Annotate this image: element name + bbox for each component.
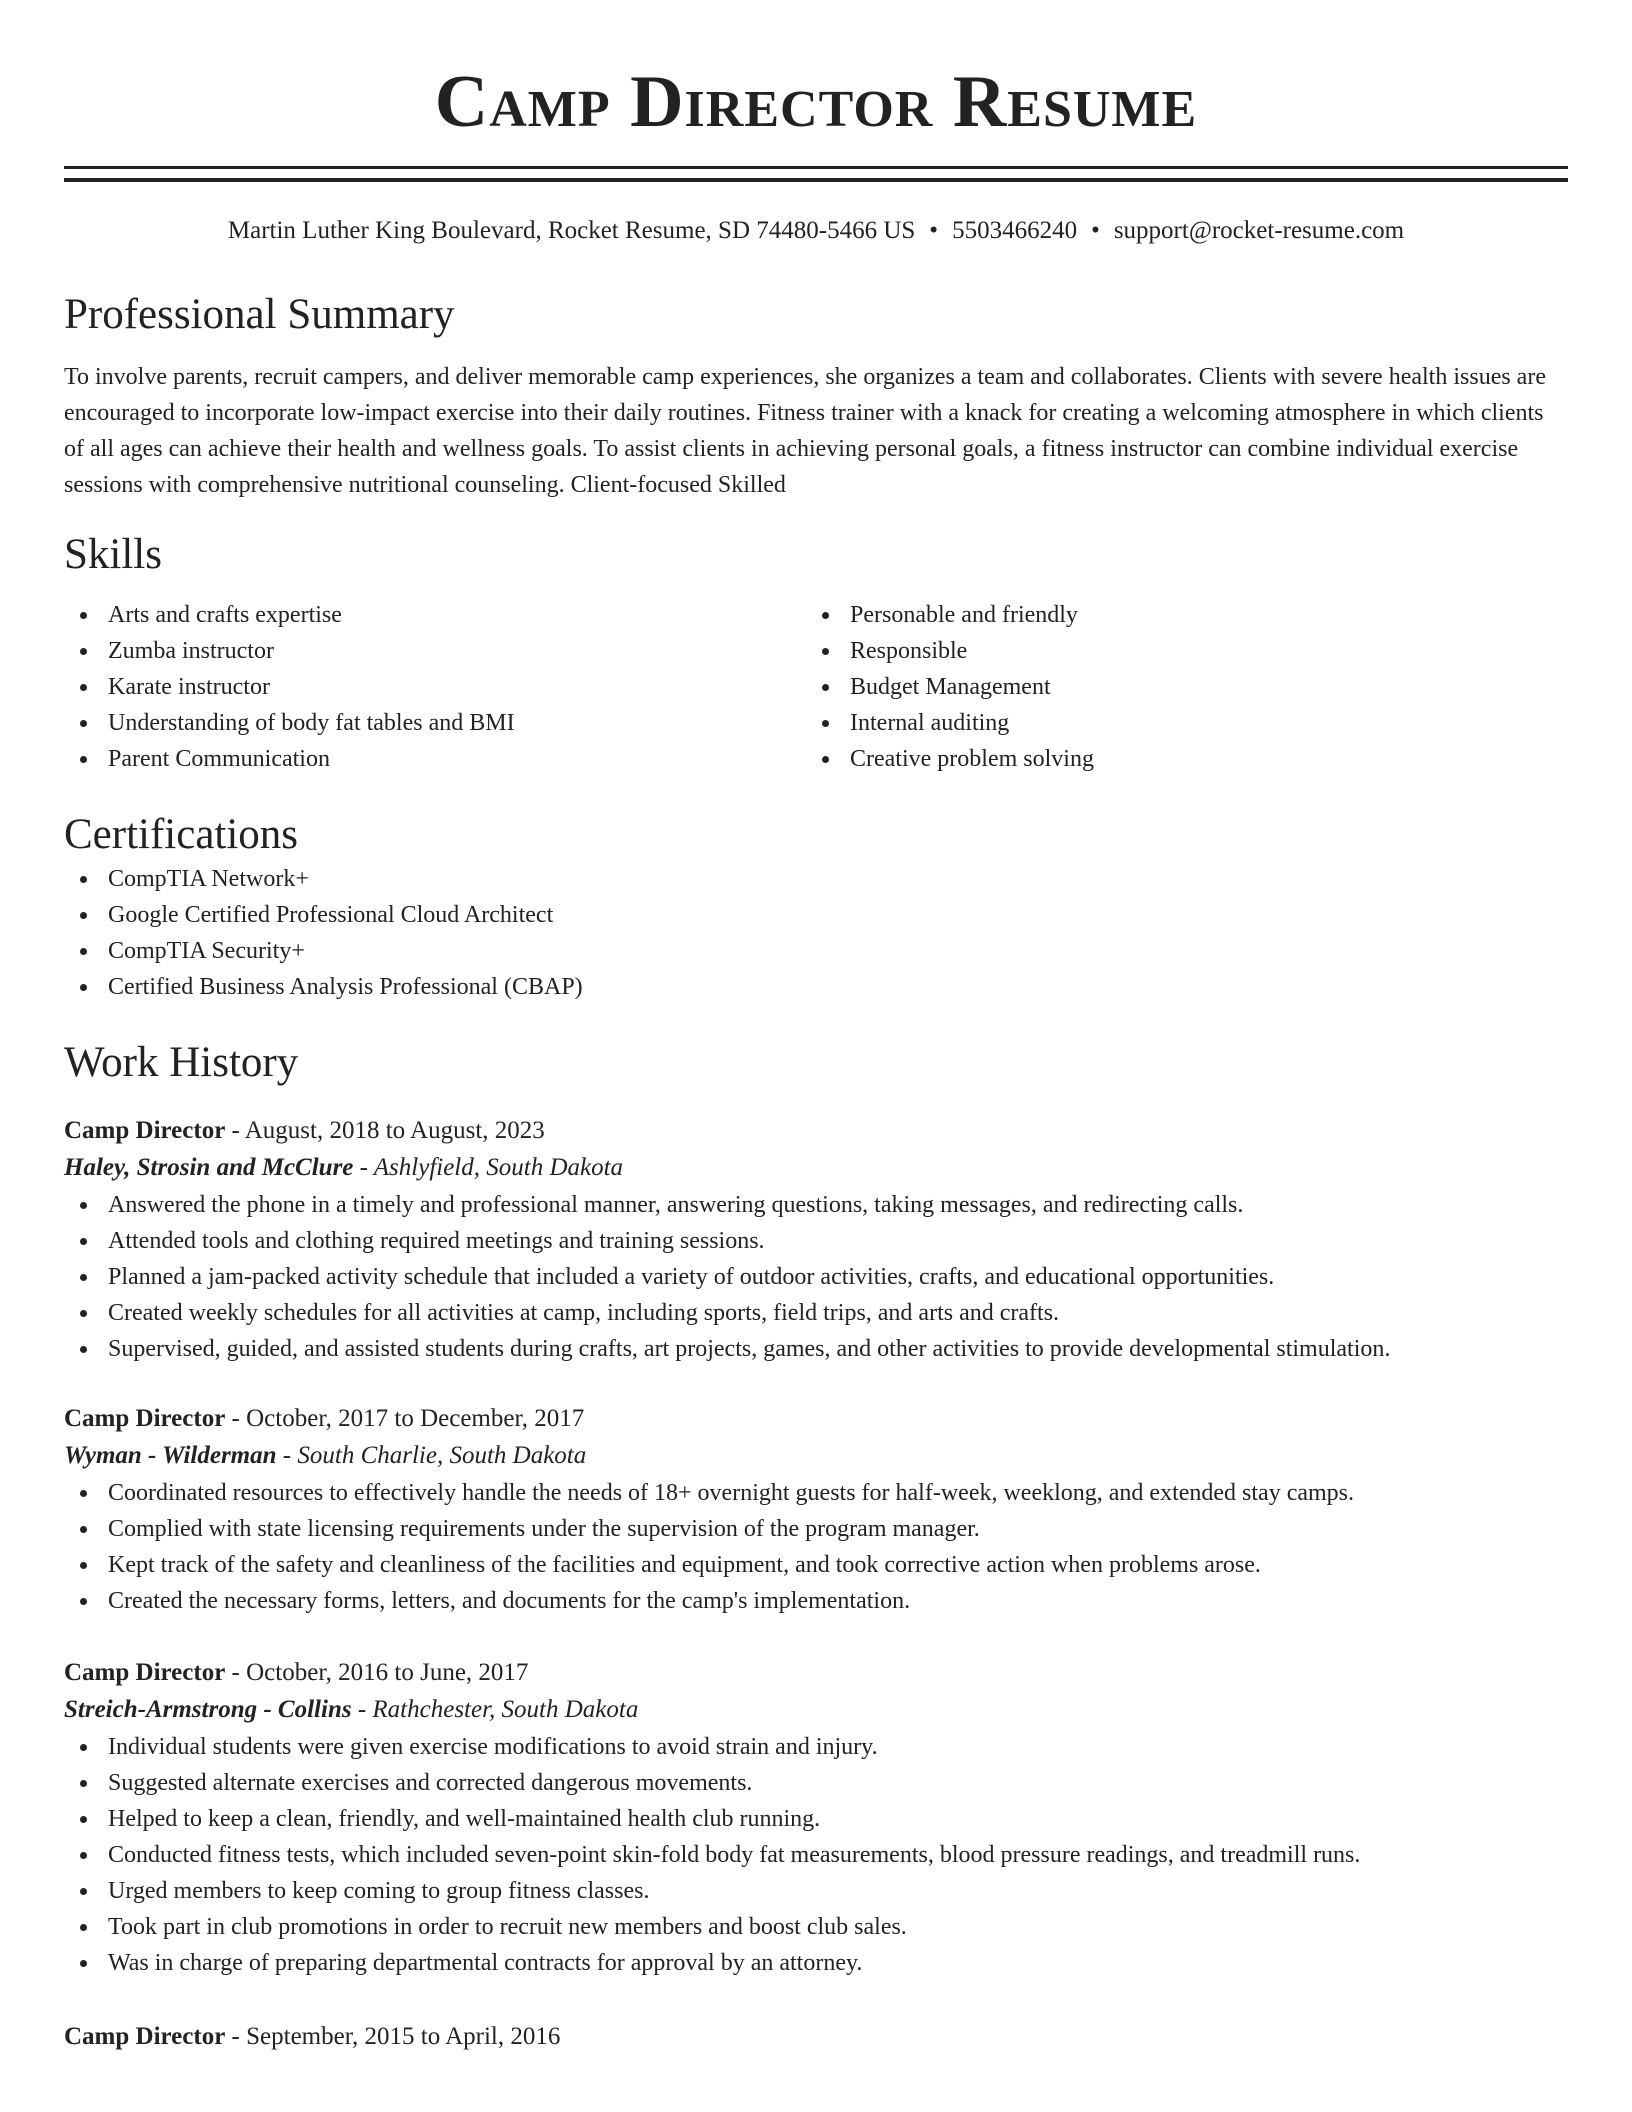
job-duty: Complied with state licensing requirements under the supervision of the program manager.: [64, 1511, 1568, 1547]
skills-right-list: [806, 597, 1548, 777]
job-duty: Created weekly schedules for all activities at camp, including sports, field trips, and arts and crafts.: [64, 1295, 1568, 1331]
job-location: Rathchester, South Dakota: [372, 1696, 639, 1723]
job-role: Camp Director: [64, 1117, 226, 1144]
contact-line: [64, 215, 1568, 247]
job-duty: Attended tools and clothing required meetings and training sessions.: [64, 1223, 1568, 1259]
job-dates: September, 2015 to April, 2016: [246, 2023, 561, 2050]
job-location: South Charlie, South Dakota: [297, 1442, 587, 1469]
certification-item: CompTIA Security+: [64, 933, 1568, 969]
job-duty: Was in charge of preparing departmental contracts for approval by an attorney.: [64, 1945, 1568, 1981]
job-company: Streich-Armstrong - Collins: [64, 1696, 352, 1723]
contact-separator: •: [1091, 217, 1100, 244]
job-dash: -: [353, 1154, 374, 1181]
job-dates: October, 2017 to December, 2017: [246, 1405, 585, 1432]
skill-item: Personable and friendly: [806, 597, 1548, 633]
job-duty: Conducted fitness tests, which included seven-point skin-fold body fat measurements, blood pressure readings, and treadmill runs.: [64, 1837, 1568, 1873]
job-title-line: [64, 1401, 1568, 1437]
certification-item: Certified Business Analysis Professional (CBAP): [64, 969, 1568, 1005]
job-duty: Helped to keep a clean, friendly, and well-maintained health club running.: [64, 1801, 1568, 1837]
job-duty: Answered the phone in a timely and professional manner, answering questions, taking messages, and redirecting calls.: [64, 1187, 1568, 1223]
job-title-line: [64, 1655, 1568, 1691]
certification-item: Google Certified Professional Cloud Architect: [64, 897, 1568, 933]
job-dash: -: [225, 1117, 245, 1144]
skill-item: Internal auditing: [806, 705, 1548, 741]
job-duties-list: [64, 1187, 1568, 1367]
job-duty: Kept track of the safety and cleanliness of the facilities and equipment, and took corrective action when problems arose.: [64, 1547, 1568, 1583]
job-dash: -: [351, 1696, 373, 1723]
contact-email[interactable]: support@rocket-resume.com: [1113, 217, 1405, 244]
job-title-line: [64, 1113, 1568, 1149]
skill-item: Parent Communication: [64, 741, 806, 777]
job-company-line: [64, 1437, 1568, 1475]
job-role: Camp Director: [64, 1405, 226, 1432]
job-duty: Supervised, guided, and assisted students during crafts, art projects, games, and other activities to provide developmental stimulation.: [64, 1331, 1568, 1367]
job-duties-list: [64, 1475, 1568, 1619]
summary-heading: Professional Summary: [64, 291, 455, 338]
certifications-heading: Certifications: [64, 811, 299, 858]
job-role: Camp Director: [64, 1659, 226, 1686]
job-duty: Suggested alternate exercises and corrected dangerous movements.: [64, 1765, 1568, 1801]
skill-item: Arts and crafts expertise: [64, 597, 806, 633]
job-duty: Urged members to keep coming to group fitness classes.: [64, 1873, 1568, 1909]
skills-heading: Skills: [64, 531, 162, 578]
job-dates: October, 2016 to June, 2017: [246, 1659, 529, 1686]
certifications-list: [64, 861, 1568, 1005]
contact-phone: 5503466240: [952, 217, 1078, 244]
job-dash: -: [225, 2023, 247, 2050]
job-company: Wyman - Wilderman: [64, 1442, 277, 1469]
job-entry: [64, 2019, 1568, 2055]
job-entry: [64, 1655, 1568, 1981]
contact-separator: •: [929, 217, 939, 244]
job-location: Ashlyfield, South Dakota: [373, 1154, 624, 1181]
job-duty: Coordinated resources to effectively handle the needs of 18+ overnight guests for half-week, weeklong, and extended stay camps.: [64, 1475, 1568, 1511]
skill-item: Responsible: [806, 633, 1548, 669]
job-duty: Planned a jam-packed activity schedule that included a variety of outdoor activities, crafts, and educational opportunities.: [64, 1259, 1568, 1295]
job-duty: Created the necessary forms, letters, and documents for the camp's implementation.: [64, 1583, 1568, 1619]
job-dates: August, 2018 to August, 2023: [244, 1117, 545, 1144]
resume-content: [64, 0, 1568, 2055]
job-dash: -: [225, 1659, 247, 1686]
page-title: Camp Director Resume: [434, 61, 1198, 143]
skills-left-column: [64, 597, 806, 777]
job-duties-list: [64, 1729, 1568, 1981]
summary-text: To involve parents, recruit campers, and deliver memorable camp experiences, she organizes a team and collaborates. Clients with severe health issues are encouraged to incorporate low-impact exercise into their daily routines. Fitness trainer with a knack for creating a welcoming atmosphere in which clients of all ages can achieve their health and wellness goals. To assist clients in achieving personal goals, a fitness instructor can combine individual exercise sessions with comprehensive nutritional counseling. Client-focused Skilled: [64, 364, 1546, 498]
contact-address: Martin Luther King Boulevard, Rocket Resume, SD 74480-5466 US: [227, 217, 916, 244]
work-history-heading: Work History: [64, 1039, 299, 1086]
job-duty: Individual students were given exercise modifications to avoid strain and injury.: [64, 1729, 1568, 1765]
job-company-line: [64, 1149, 1568, 1187]
job-company: Haley, Strosin and McClure: [64, 1154, 354, 1181]
skill-item: Budget Management: [806, 669, 1548, 705]
certification-item: CompTIA Network+: [64, 861, 1568, 897]
skill-item: Creative problem solving: [806, 741, 1548, 777]
job-role: Camp Director: [64, 2023, 226, 2050]
skill-item: Zumba instructor: [64, 633, 806, 669]
job-entry: [64, 1401, 1568, 1619]
title-divider: [64, 166, 1568, 182]
job-title-line: [64, 2019, 1568, 2055]
skill-item: Karate instructor: [64, 669, 806, 705]
job-entry: [64, 1113, 1568, 1367]
job-dash: -: [225, 1405, 247, 1432]
skills-columns: [64, 597, 1568, 777]
skill-item: Understanding of body fat tables and BMI: [64, 705, 806, 741]
skills-left-list: [64, 597, 806, 777]
job-duty: Took part in club promotions in order to recruit new members and boost club sales.: [64, 1909, 1568, 1945]
job-dash: -: [276, 1442, 298, 1469]
skills-right-column: [806, 597, 1548, 777]
job-company-line: [64, 1691, 1568, 1729]
